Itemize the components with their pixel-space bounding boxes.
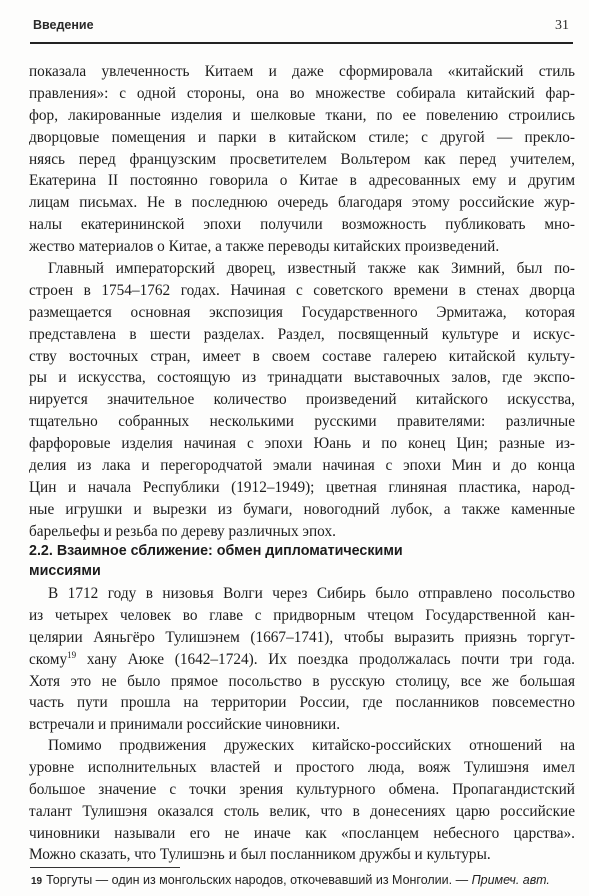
text-line: делия из лака и перегородчатой эмали начиная с эпохи Мин и до конца [29, 457, 575, 475]
text-line: дворцовые помещения и парки в китайском стиле; с другой — преклo- [29, 128, 575, 146]
paragraph-2 [29, 258, 575, 543]
footnote-note: Примеч. авт. [471, 873, 550, 887]
text-line: целярии Аяньгёро Тулишэнем (1667–1741), чтобы выразить приязнь торгут- [29, 628, 575, 646]
text-line: размещается основная экспозиция Государственного Эрмитажа, которая [29, 303, 575, 321]
text-line: из четырех человек во главе с придворным чтецом Государственной кан- [29, 606, 575, 624]
running-head [33, 18, 569, 38]
section-title: Введение [33, 18, 94, 32]
text-line: Помимо продвижения дружеских китайско-российских отношений на [48, 737, 575, 754]
text-line: часть пути прошла на территории России, где посланников повсеместно [29, 694, 575, 712]
footnote [31, 872, 573, 890]
text-line: уровне исполнительных властей и простого люда, вояж Тулишэня имел [29, 758, 575, 776]
footnote-rule [30, 867, 180, 868]
text-line: нируется значительное количество произведений китайского искусства, [29, 391, 575, 409]
text-line: ры и искусства, состоящую из тринадцати выставочных залов, где экспо- [29, 369, 575, 387]
footnote-text: Торгуты — один из монгольских народов, откочевавший из Монголии. — [46, 873, 472, 887]
text-line: строен в 1754–1762 годах. Начиная с советского времени в стенах дворца [29, 281, 575, 299]
text-fragment: скому [29, 650, 68, 668]
paragraph-3 [29, 583, 575, 736]
text-line-with-footnote [29, 649, 575, 671]
text-line: лицам письмах. Не в последнюю очередь благодаря этому российские жур- [29, 194, 575, 212]
text-line: Главный императорский дворец, известный также как Зимний, был по- [48, 260, 575, 277]
text-line: жество материалов о Китае, а также переводы китайских произведений. [29, 238, 500, 256]
text-line: Можно сказать, что Тулишэнь и был посланником дружбы и культуры. [29, 846, 491, 864]
text-line: фарфоровые изделия начиная с эпохи Юань и по конец Цин; разные из- [29, 435, 575, 453]
footnote-ref[interactable]: 19 [67, 649, 77, 660]
text-line: няясь перед французским просветителем Вольтером как перед учителем, [29, 150, 575, 168]
text-line: ству восточных стран, имеет в своем составе галерею китайской культу- [29, 347, 575, 365]
text-line: представлена в шести разделах. Раздел, посвященный культуре и искус- [29, 325, 575, 343]
text-line: Екатерина II постоянно говорила о Китае в адресованных ему и другим [29, 172, 575, 190]
text-fragment: хану Аюке (1642–1724). Их поездка продолжалась почти три года. [76, 650, 575, 668]
text-line: талант Тулишэня оказался столь велик, что в донесениях царю российские [29, 802, 575, 820]
text-line: Хотя это не было прямое посольство в русскую столицу, все же большая [29, 672, 575, 690]
text-line: В 1712 году в низовья Волги через Сибирь было отправлено посольство [48, 585, 575, 602]
footnote-number: 19 [31, 876, 43, 887]
paragraph-1 [29, 61, 575, 258]
text-line: тщательно собранных несколькими русскими правителями: различные [29, 413, 575, 431]
text-line: фор, лакированные изделия и шелковые ткани, по ее повелению строились [29, 106, 575, 124]
header-rule [30, 42, 573, 44]
text-line: ные игрушки и вырезки из бумаги, новогодний лубок, а также каменные [29, 500, 575, 518]
page-number: 31 [555, 18, 569, 33]
text-line: встречали и принимали российские чиновники. [29, 716, 341, 734]
text-line: чиновники называли его не иначе как «посланцем небесного царства». [29, 824, 575, 842]
text-line: показала увлеченность Китаем и даже сформировала «китайский стиль [29, 63, 575, 80]
text-line: барельефы и резьба по дереву различных эпох. [29, 522, 336, 540]
paragraph-4 [29, 735, 575, 866]
section-heading [29, 542, 575, 581]
heading-line: 2.2. Взаимное сближение: обмен дипломатическими [29, 543, 403, 559]
heading-line: миссиями [29, 562, 101, 579]
text-line: правления»: с одной стороны, она во множестве собирала китайский фар- [29, 84, 575, 102]
text-line: большое значение с точки зрения культурного обмена. Пропагандистский [29, 780, 575, 798]
text-line: Цин и начала Республики (1912–1949); цветная глиняная пластика, народ- [29, 478, 575, 496]
text-line: налы екатерининской эпохи получили возможность публиковать мно- [29, 216, 575, 234]
